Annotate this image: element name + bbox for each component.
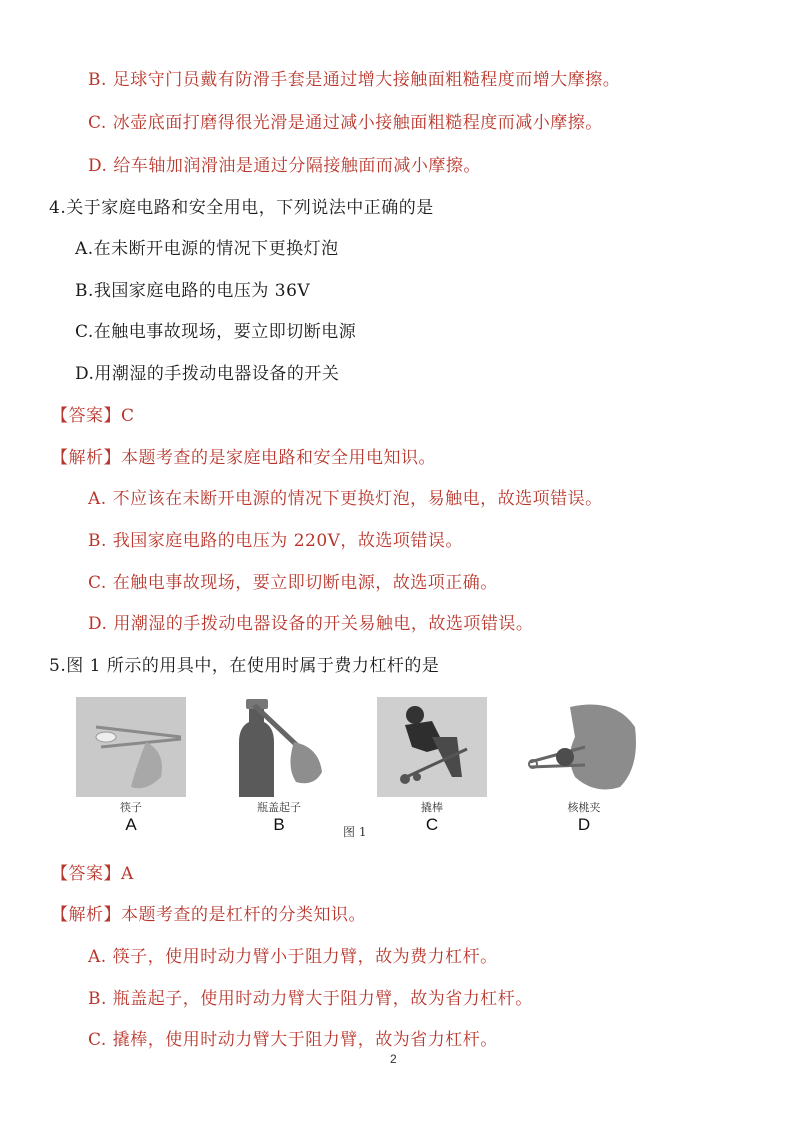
figure-b-letter: B [273,815,285,834]
q5-figure-row [0,697,794,847]
q5-analysis [51,903,366,927]
q4-option-b: B.我国家庭电路的电压为 36V [75,281,311,301]
q5-answer-tag: 【答案】 [51,864,121,884]
q4-explanation-a: A. 不应该在未断开电源的情况下更换灯泡，易触电，故选项错误。 [88,489,603,509]
q5-answer [51,862,134,886]
figure-a-caption: 筷子 [120,801,142,814]
q5-stem: 5.图 1 所示的用具中，在使用时属于费力杠杆的是 [49,656,440,676]
figure-c-caption: 撬棒 [421,801,443,814]
figure-title: 图 1 [343,825,367,839]
figure-d-caption: 核桃夹 [567,801,601,814]
q4-answer-value: C [121,406,135,426]
figure-c-letter: C [425,815,439,834]
page-number: 2 [390,1052,397,1066]
figure-d-nutcracker-image [525,697,643,797]
q4-explanation-b: B. 我国家庭电路的电压为 220V，故选项错误。 [88,531,463,551]
q4-option-a: A.在未断开电源的情况下更换灯泡 [75,239,339,259]
q4-option-d: D.用潮湿的手拨动电器设备的开关 [75,364,340,384]
q3-option-b: B. 足球守门员戴有防滑手套是通过增大接触面粗糙程度而增大摩擦。 [88,70,621,90]
q4-analysis-text: 本题考查的是家庭电路和安全用电知识。 [121,448,436,468]
q4-option-c: C.在触电事故现场，要立即切断电源 [75,322,357,342]
q5-analysis-tag: 【解析】 [51,905,121,925]
figure-c-crowbar-image [377,697,487,797]
q5-explanation-c: C. 撬棒，使用时动力臂大于阻力臂，故为省力杠杆。 [88,1030,498,1050]
figure-a-letter: A [125,815,137,834]
figure-a-chopsticks-image [76,697,186,797]
q4-analysis-tag: 【解析】 [51,448,121,468]
q5-explanation-b: B. 瓶盖起子，使用时动力臂大于阻力臂，故为省力杠杆。 [88,989,533,1009]
q5-explanation-a: A. 筷子，使用时动力臂小于阻力臂，故为费力杠杆。 [88,947,498,967]
q5-answer-value: A [121,864,134,884]
q4-explanation-d: D. 用潮湿的手拨动电器设备的开关易触电，故选项错误。 [88,614,534,634]
q4-analysis [51,446,436,470]
q3-option-c: C. 冰壶底面打磨得很光滑是通过减小接触面粗糙程度而减小摩擦。 [88,113,603,133]
figure-b-bottle-opener-image [224,697,334,797]
q4-answer [51,404,135,428]
figure-b-caption: 瓶盖起子 [257,801,301,814]
q4-answer-tag: 【答案】 [51,406,121,426]
q3-option-d: D. 给车轴加润滑油是通过分隔接触面而减小摩擦。 [88,156,481,176]
q4-stem: 4.关于家庭电路和安全用电，下列说法中正确的是 [49,198,434,218]
figure-d-letter: D [577,815,591,834]
q5-analysis-text: 本题考查的是杠杆的分类知识。 [121,905,366,925]
q4-explanation-c: C. 在触电事故现场，要立即切断电源，故选项正确。 [88,573,498,593]
